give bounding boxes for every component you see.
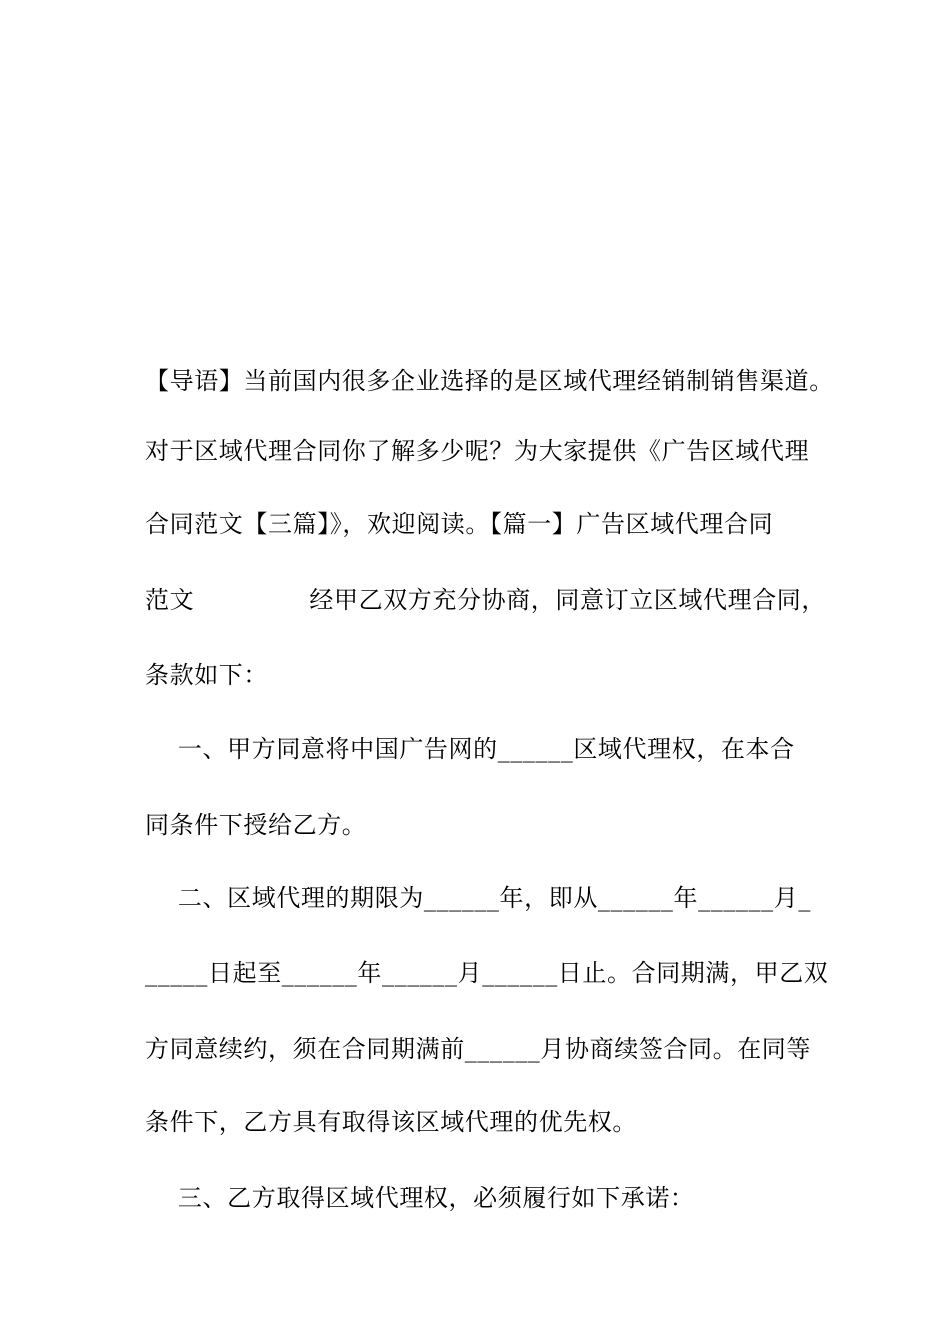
text-line-4: 范文 经甲乙双方充分协商，同意订立区域代理合同， bbox=[145, 586, 827, 614]
text-line-8: 二、区域代理的期限为______年，即从______年______月_ bbox=[145, 884, 811, 912]
text-line-9: _____日起至______年______月______日止。合同期满，甲乙双 bbox=[145, 959, 829, 987]
text-line-3: 合同范文【三篇】》，欢迎阅读。【篇一】广告区域代理合同 bbox=[145, 510, 774, 538]
text-line-12: 三、乙方取得区域代理权，必须履行如下承诺： bbox=[145, 1184, 695, 1212]
text-line-2: 对于区域代理合同你了解多少呢？为大家提供《广告区域代理 bbox=[145, 437, 810, 465]
text-line-6: 一、甲方同意将中国广告网的______区域代理权，在本合 bbox=[145, 735, 795, 763]
text-line-10: 方同意续约，须在合同期满前______月协商续签合同。在同等 bbox=[145, 1035, 811, 1063]
text-line-5: 条款如下： bbox=[145, 661, 268, 689]
text-line-11: 条件下，乙方具有取得该区域代理的优先权。 bbox=[145, 1108, 637, 1136]
text-line-7: 同条件下授给乙方。 bbox=[145, 811, 367, 839]
text-line-1: 【导语】当前国内很多企业选择的是区域代理经销制销售渠道。 bbox=[145, 367, 834, 395]
